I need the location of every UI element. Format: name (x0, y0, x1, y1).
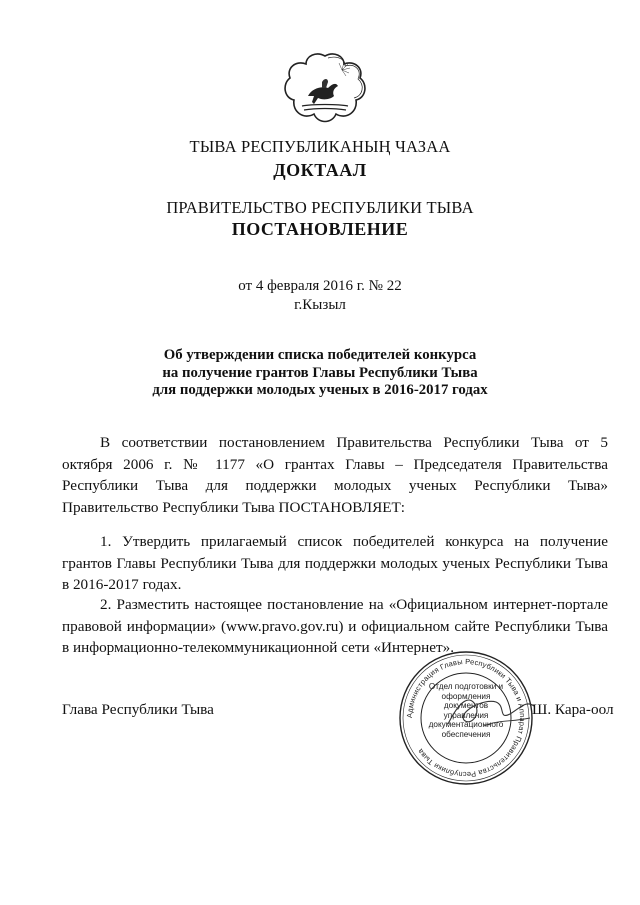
handwritten-signature (440, 680, 540, 740)
svg-text:Администрация Главы Республики: Администрация Главы Республики Тыва и Аппарат Правительства Республики Тыва (404, 656, 528, 780)
item-2-paragraph: 2. Разместить настоящее постановление на «Официальном интернет-портале правовой информации» (www.pravo.gov.ru) и официальном сайте Республики Тыва в информационно-телекоммуникационной сети «Интернет». (62, 596, 608, 656)
date-number: от 4 февраля 2016 г. № 22 (238, 278, 402, 294)
government-heading: ПРАВИТЕЛЬСТВО РЕСПУБЛИКИ ТЫВА (166, 198, 474, 217)
stamp-center-text: Отдел подготовки и оформления документов управления документационного обеспечения (428, 682, 504, 739)
title-line: Об утверждении списка победителей конкурса (163, 347, 477, 363)
item-1-paragraph: 1. Утвердить прилагаемый список победителей конкурса на получение грантов Главы Республики Тыва для поддержки молодых ученых Республики Тыва в 2016-2017 годах. (62, 533, 608, 593)
title-line: на получение грантов Главы Республики Тыва (162, 364, 478, 381)
document-title (0, 347, 640, 400)
doc-type-heading: ПОСТАНОВЛЕНИЕ (231, 219, 409, 239)
signatory-name: Ш. Кара-оол (532, 701, 614, 718)
signatory-position: Глава Республики Тыва (62, 701, 214, 718)
tyva-republic-heading: ТЫВА РЕСПУБЛИКАНЫҢ ЧАЗАА (189, 137, 451, 156)
tyva-doc-type: ДОКТААЛ (273, 160, 367, 180)
title-line: для поддержки молодых ученых в 2016-2017 годах (152, 382, 488, 398)
city: г.Кызыл (294, 297, 346, 313)
tuva-coat-of-arms-icon (282, 52, 368, 128)
preamble-paragraph: В соответствии постановлением Правительства Республики Тыва от 5 октября 2006 г. № 1177 «О грантах Главы – Председателя Правительства Республики Тыва для поддержки молодых ученых Республики Тыва» Правительство Республики Тыва ПОСТАНОВЛЯЕТ: (62, 434, 608, 516)
